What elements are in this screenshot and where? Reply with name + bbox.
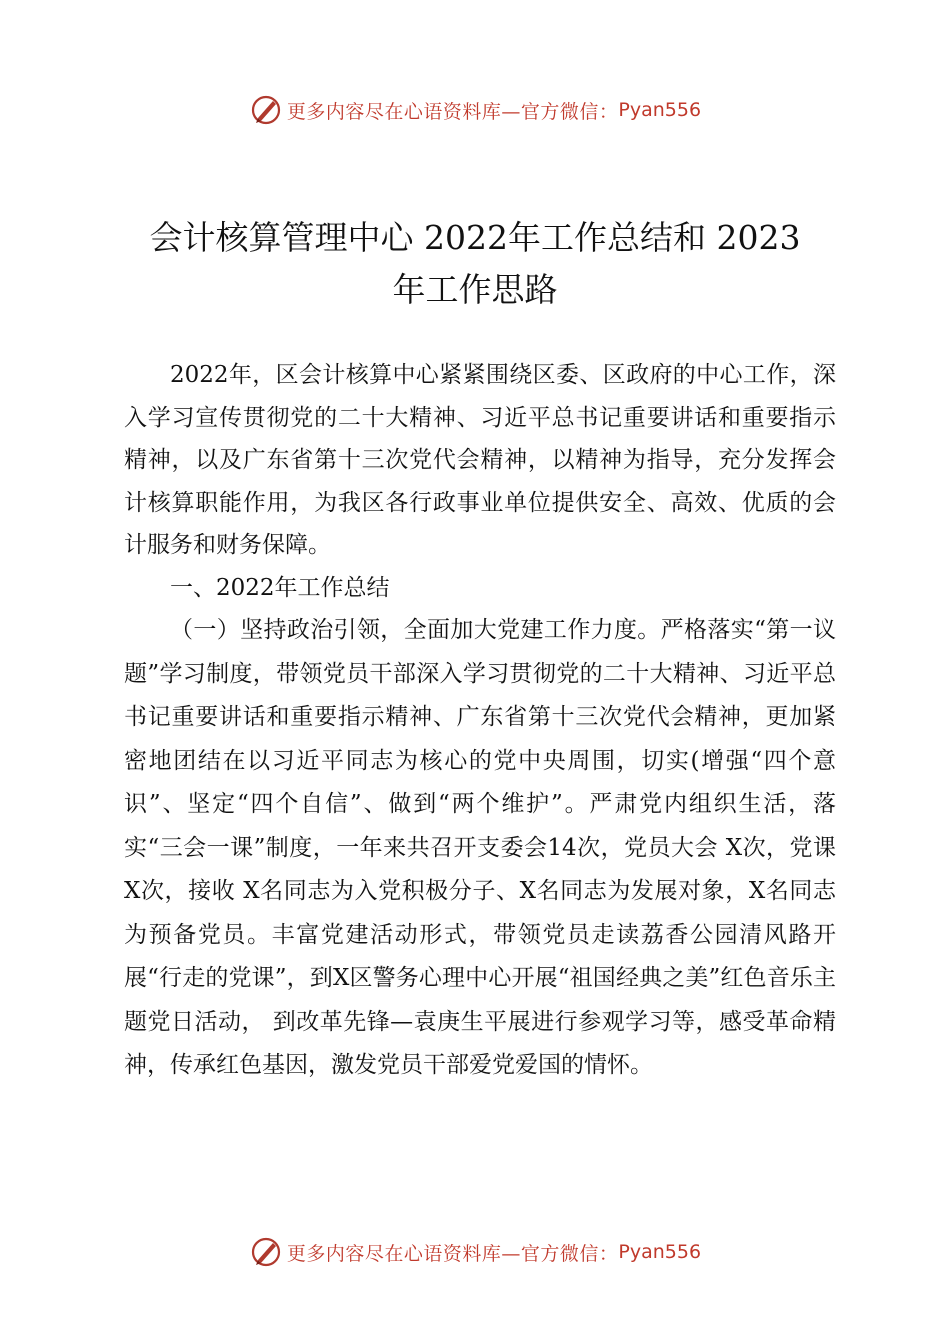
document-title [120, 212, 830, 316]
banner-wechat-id: Pyan556 [618, 1241, 702, 1263]
section-heading-1: 一、2022年工作总结 [170, 574, 390, 601]
banner-text: 更多内容尽在心语资料库—官方微信： [286, 100, 619, 123]
paragraph-intro: 2022年，区会计核算中心紧紧围绕区委、区政府的中心工作，深入学习宣传贯彻党的二十大精神、习近平总书记重要讲话和重要指示精神，以及广东省第十三次党代会精神，以精神为指导，充分发挥会计核算职能作用，为我区各行政事业单位提供安全、高效、优质的会计服务和财务保障。 [124, 362, 836, 558]
header-watermark-banner [0, 90, 950, 130]
document-body [124, 354, 836, 1088]
banner-text: 更多内容尽在心语资料库—官方微信： [286, 1242, 619, 1265]
title-line-2: 年工作思路 [392, 270, 558, 309]
paragraph-party-building: （一）坚持政治引领，全面加大党建工作力度。严格落实“第一议题”学习制度，带领党员干部深入学习贯彻党的二十大精神、习近平总书记重要讲话和重要指示精神、广东省第十三次党代会精神，更加紧密地团结在以习近平同志为核心的党中央周围，切实(增强“四个意识”、坚定“四个自信”、做到“两个维护”。严肃党内组织生活，落实“三会一课”制度，一年来共召开支委会14次，党员大会 X次，党课 X次，接收 X名同志为入党积极分子、X名同志为发展对象，X名同志为预备党员。丰富党建活动形式，带领党员走读荔香公园清风路开展“行走的党课”，到X区警务心理中心开展“祖国经典之美”红色音乐主题党日活动， 到改革先锋—袁庚生平展进行参观学习等，感受革命精神，传承红色基因，激发党员干部爱党爱国的情怀。 [124, 617, 836, 1078]
pen-logo-icon [249, 93, 283, 127]
footer-watermark-banner [0, 1232, 950, 1272]
title-line-1: 会计核算管理中心 2022年工作总结和 2023 [149, 218, 801, 257]
pen-logo-icon [249, 1235, 283, 1269]
banner-wechat-id: Pyan556 [618, 99, 702, 121]
